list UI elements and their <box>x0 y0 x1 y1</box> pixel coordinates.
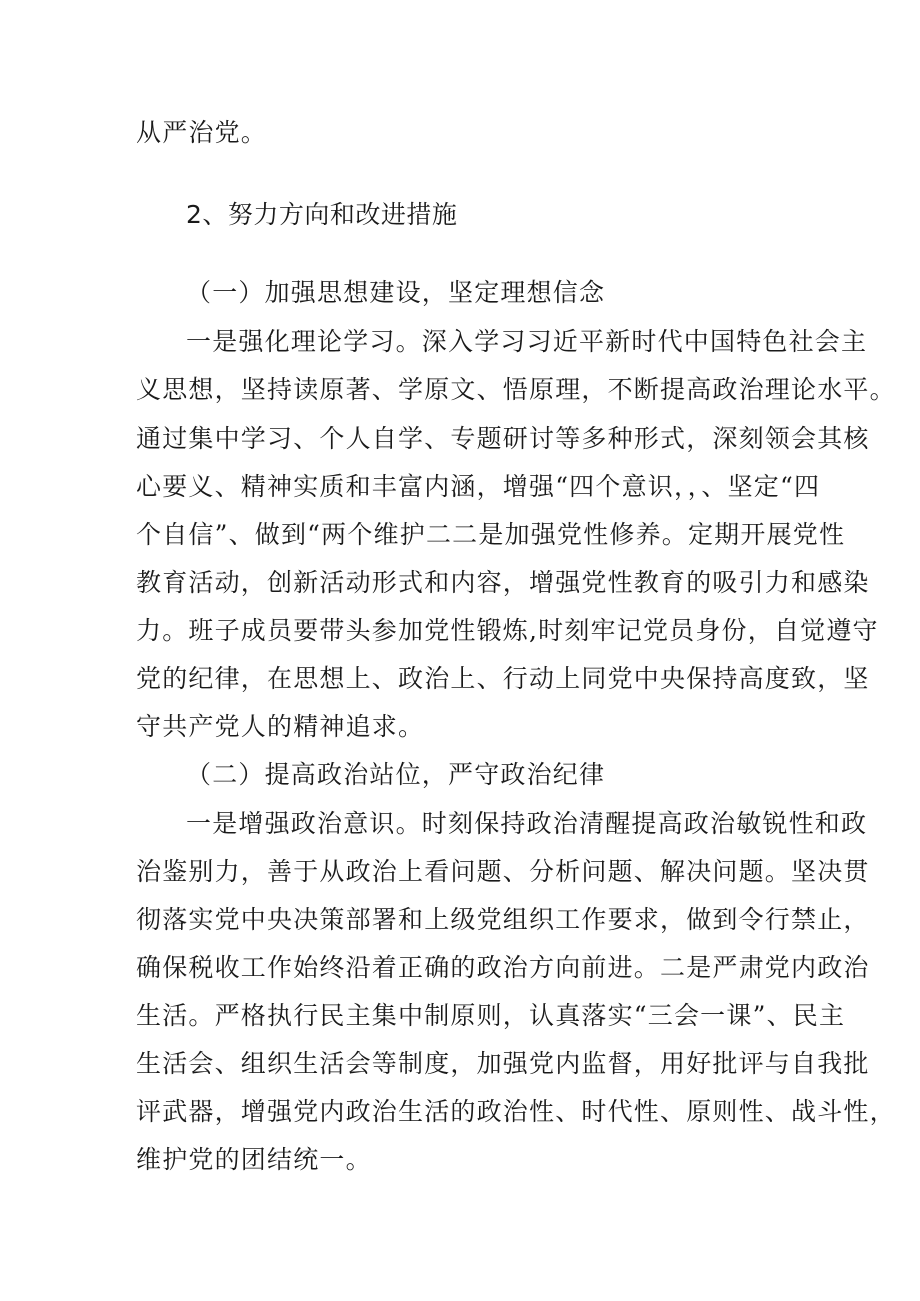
paragraph-line: 义思想，坚持读原著、学原文、悟原理，不断提高政治理论水平。 <box>136 375 896 404</box>
paragraph-line: 一是增强政治意识。时刻保持政治清醒提高政治敏锐性和政 <box>186 809 868 838</box>
paragraph-line: 个自信”、做到“两个维护二二是加强党性修养。定期开展党性 <box>136 520 846 549</box>
paragraph-line: 教育活动，创新活动形式和内容，增强党性教育的吸引力和感染 <box>136 568 870 597</box>
subsection-heading: （二）提高政治站位，严守政治纪律 <box>186 760 606 789</box>
subsection-heading: （一）加强思想建设，坚定理想信念 <box>186 278 606 307</box>
paragraph-line: 确保税收工作始终沿着正确的政治方向前进。二是严肃党内政治 <box>136 953 870 982</box>
paragraph-line: 守共产党人的精神追求。 <box>136 712 425 741</box>
section-heading: 2、努力方向和改进措施 <box>186 200 458 229</box>
paragraph-line: 通过集中学习、个人自学、专题研讨等多种形式，深刻领会其核 <box>136 424 870 453</box>
paragraph-line: 生活。严格执行民主集中制原则，认真落实“三会一课”、民主 <box>136 1001 846 1030</box>
paragraph-line: 评武器，增强党内政治生活的政治性、时代性、原则性、战斗性， <box>136 1097 896 1126</box>
paragraph-line: 一是强化理论学习。深入学习习近平新时代中国特色社会主 <box>186 327 868 356</box>
paragraph-line: 彻落实党中央决策部署和上级党组织工作要求，做到令行禁止， <box>136 905 870 934</box>
paragraph-line: 力。班子成员要带头参加党性锻炼,时刻牢记党员身份，自觉遵守 <box>136 616 879 645</box>
paragraph-line: 生活会、组织生活会等制度，加强党内监督，用好批评与自我批 <box>136 1049 870 1078</box>
paragraph-line: 从严治党。 <box>136 118 268 147</box>
paragraph-line: 治鉴别力，善于从政治上看问题、分析问题、解决问题。坚决贯 <box>136 857 870 886</box>
paragraph-line: 维护党的团结统一。 <box>136 1145 372 1174</box>
paragraph-line: 心要义、精神实质和丰富内涵，增强“四个意识，，、坚定“四 <box>136 472 821 501</box>
paragraph-line: 党的纪律，在思想上、政治上、行动上同党中央保持高度致，坚 <box>136 664 870 693</box>
